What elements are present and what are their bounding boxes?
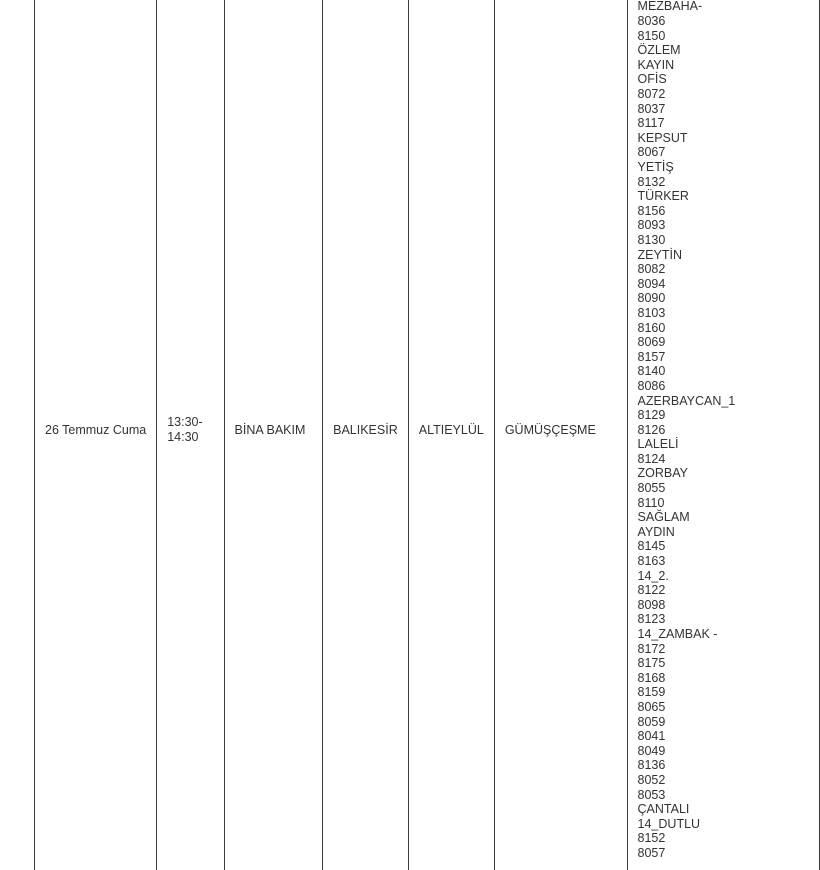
streets-cell — [627, 0, 819, 870]
street-item: 8082 — [637, 262, 666, 277]
street-item: 8053 — [637, 787, 666, 802]
street-item: 8059 — [637, 714, 666, 729]
street-item: 8052 — [637, 772, 666, 787]
street-item: 8168 — [637, 670, 666, 685]
street-item: YETİŞ — [637, 160, 674, 175]
street-item: 8126 — [637, 422, 666, 437]
street-item: 8175 — [637, 656, 666, 671]
time-cell — [157, 0, 224, 870]
street-list — [638, 0, 809, 861]
street-item: KEPSUT — [637, 130, 688, 145]
street-item: 8123 — [637, 612, 666, 627]
street-item: 8130 — [637, 232, 666, 247]
street-item: 8129 — [637, 408, 666, 423]
street-item: 8172 — [637, 641, 666, 656]
street-item: 8159 — [637, 685, 666, 700]
date-cell: 26 Temmuz Cuma — [35, 0, 157, 870]
street-item: 8036 — [637, 14, 666, 29]
street-item: 8065 — [637, 699, 666, 714]
street-item: 8160 — [637, 320, 666, 335]
street-item: 8163 — [637, 554, 666, 569]
street-item: 14_2. — [637, 568, 669, 583]
street-item: 8067 — [637, 145, 666, 160]
street-item: LALELİ — [637, 437, 679, 452]
outage-table — [34, 0, 820, 870]
street-item: 14_ZAMBAK - — [637, 627, 718, 642]
street-item: AZERBAYCAN_1 — [637, 393, 736, 408]
street-item: 8117 — [637, 116, 665, 131]
street-item: KAYIN — [637, 57, 675, 72]
neighborhood-cell: GÜMÜŞÇEŞME — [494, 0, 627, 870]
street-item: 8140 — [637, 364, 666, 379]
street-item: ZEYTİN — [637, 247, 682, 262]
street-item: 8069 — [637, 335, 666, 350]
street-item: TÜRKER — [637, 189, 689, 204]
street-item: SAĞLAM — [637, 510, 690, 525]
street-item: ZORBAY — [637, 466, 689, 481]
street-item: 8103 — [637, 305, 666, 320]
street-item: 8098 — [637, 597, 666, 612]
street-item: OFİS — [637, 72, 667, 87]
street-item: 8122 — [637, 583, 666, 598]
street-item: 8049 — [637, 743, 666, 758]
district-cell: ALTIEYLÜL — [408, 0, 494, 870]
street-item: 8150 — [637, 28, 666, 43]
city-cell: BALIKESİR — [323, 0, 409, 870]
time-end: 14:30 — [167, 430, 199, 444]
street-item: 14_DUTLU — [637, 816, 701, 831]
street-item: 8057 — [637, 845, 666, 860]
street-item: 8093 — [637, 218, 666, 233]
street-item: 8124 — [637, 451, 666, 466]
street-item: 8086 — [637, 378, 666, 393]
street-item: ÇANTALI — [637, 802, 690, 817]
street-item: 8090 — [637, 291, 666, 306]
table-row — [35, 0, 820, 870]
street-item: 8152 — [637, 831, 666, 846]
street-item: 8055 — [637, 481, 666, 496]
street-item: AYDIN — [637, 524, 675, 539]
street-item: 8132 — [637, 174, 666, 189]
street-item: MEZBAHA- — [637, 0, 703, 14]
reason-cell: BİNA BAKIM — [224, 0, 323, 870]
street-item: 8110 — [637, 495, 665, 510]
time-start: 13:30- — [167, 415, 203, 429]
street-item: 8156 — [637, 203, 666, 218]
street-item: 8094 — [637, 276, 666, 291]
street-item: 8072 — [637, 87, 666, 102]
street-item: 8041 — [637, 729, 666, 744]
street-item: 8145 — [637, 539, 666, 554]
street-item: ÖZLEM — [637, 43, 681, 58]
street-item: 8136 — [637, 758, 666, 773]
street-item: 8157 — [637, 349, 666, 364]
street-item: 8037 — [637, 101, 666, 116]
